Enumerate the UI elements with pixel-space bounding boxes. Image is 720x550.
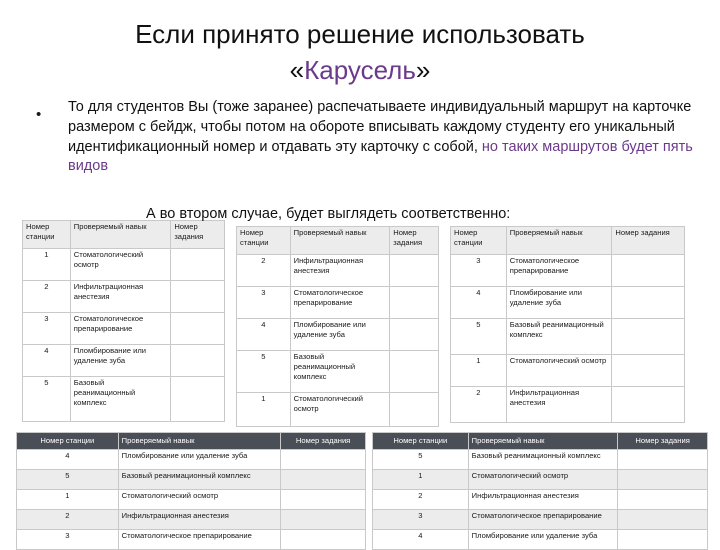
cell-skill: Пломбирование или удаление зуба [118, 450, 281, 470]
cell-station: 5 [373, 450, 469, 470]
cell-task[interactable] [612, 255, 685, 287]
cell-skill: Стоматологический осмотр [290, 393, 390, 427]
cell-station: 5 [23, 377, 71, 422]
header-skill: Проверяемый навык [468, 433, 618, 450]
cell-station: 2 [17, 510, 119, 530]
cell-station: 4 [23, 345, 71, 377]
cell-station: 4 [373, 530, 469, 550]
cell-station: 3 [451, 255, 507, 287]
cell-station: 5 [17, 470, 119, 490]
cell-task[interactable] [618, 490, 708, 510]
cell-skill: Стоматологический осмотр [468, 470, 618, 490]
header-task: Номер задания [390, 227, 439, 255]
cell-task[interactable] [171, 313, 225, 345]
cell-task[interactable] [612, 319, 685, 355]
cell-skill: Стоматологическое препарирование [290, 287, 390, 319]
header-skill: Проверяемый навык [70, 221, 171, 249]
header-station: Номер станции [373, 433, 469, 450]
cell-task[interactable] [612, 355, 685, 387]
header-station: Номер станции [451, 227, 507, 255]
cell-task[interactable] [390, 255, 439, 287]
cell-skill: Базовый реанимационный комплекс [506, 319, 612, 355]
cell-task[interactable] [171, 249, 225, 281]
cell-station: 2 [23, 281, 71, 313]
cell-task[interactable] [390, 287, 439, 319]
paragraph-highlight: но таких маршрутов будет пять видов [68, 138, 693, 175]
cell-station: 4 [237, 319, 291, 351]
paragraph-main: То для студентов Вы (тоже заранее) распечатываете индивидуальный маршрут на карточке размером с бейдж, чтобы потом на обороте вписывать каждому студенту его уникальный идентификационный номер и отдавать эту карточку с собой, [68, 99, 692, 155]
cell-skill: Стоматологическое препарирование [70, 313, 171, 345]
cell-skill: Инфильтрационная анестезия [468, 490, 618, 510]
cell-station: 3 [373, 510, 469, 530]
cell-task[interactable] [171, 345, 225, 377]
route-table-3 [450, 226, 685, 423]
cell-task[interactable] [618, 470, 708, 490]
cell-skill: Пломбирование или удаление зуба [468, 530, 618, 550]
cell-skill: Инфильтрационная анестезия [506, 387, 612, 423]
cell-task[interactable] [612, 287, 685, 319]
cell-task[interactable] [281, 510, 366, 530]
cell-skill: Пломбирование или удаление зуба [290, 319, 390, 351]
cell-skill: Стоматологический осмотр [506, 355, 612, 387]
header-skill: Проверяемый навык [118, 433, 281, 450]
cell-skill: Инфильтрационная анестезия [70, 281, 171, 313]
cell-task[interactable] [281, 450, 366, 470]
header-task: Номер задания [281, 433, 366, 450]
route-table-5 [372, 432, 708, 550]
cell-skill: Базовый реанимационный комплекс [118, 470, 281, 490]
cell-task[interactable] [281, 470, 366, 490]
cell-station: 1 [23, 249, 71, 281]
cell-task[interactable] [171, 377, 225, 422]
cell-skill: Стоматологическое препарирование [468, 510, 618, 530]
cell-skill: Стоматологическое препарирование [506, 255, 612, 287]
title-line-2 [0, 52, 720, 88]
intro-paragraph [68, 98, 698, 177]
cell-station: 2 [451, 387, 507, 423]
cell-station: 4 [451, 287, 507, 319]
cell-task[interactable] [171, 281, 225, 313]
header-task: Номер задания [612, 227, 685, 255]
cell-station: 3 [237, 287, 291, 319]
route-table-2 [236, 226, 439, 427]
cell-task[interactable] [281, 490, 366, 510]
header-task: Номер задания [171, 221, 225, 249]
header-station: Номер станции [237, 227, 291, 255]
route-table-1 [22, 220, 225, 422]
header-station: Номер станции [17, 433, 119, 450]
cell-task[interactable] [390, 393, 439, 427]
cell-station: 1 [237, 393, 291, 427]
cell-task[interactable] [618, 510, 708, 530]
cell-station: 1 [373, 470, 469, 490]
cell-skill: Базовый реанимационный комплекс [290, 351, 390, 393]
title-line-1: Если принято решение использовать [135, 19, 585, 49]
cell-station: 1 [17, 490, 119, 510]
cell-task[interactable] [390, 351, 439, 393]
cell-skill: Пломбирование или удаление зуба [70, 345, 171, 377]
cell-task[interactable] [612, 387, 685, 423]
route-table-4 [16, 432, 366, 550]
cell-skill: Инфильтрационная анестезия [290, 255, 390, 287]
cell-station: 3 [23, 313, 71, 345]
cell-station: 2 [373, 490, 469, 510]
cell-skill: Стоматологическое препарирование [118, 530, 281, 550]
header-station: Номер станции [23, 221, 71, 249]
header-skill: Проверяемый навык [290, 227, 390, 255]
cell-station: 5 [237, 351, 291, 393]
cell-skill: Стоматологический осмотр [70, 249, 171, 281]
cell-task[interactable] [390, 319, 439, 351]
header-task: Номер задания [618, 433, 708, 450]
cell-station: 1 [451, 355, 507, 387]
cell-skill: Стоматологический осмотр [118, 490, 281, 510]
cell-skill: Базовый реанимационный комплекс [70, 377, 171, 422]
header-skill: Проверяемый навык [506, 227, 612, 255]
cell-skill: Базовый реанимационный комплекс [468, 450, 618, 470]
cell-station: 3 [17, 530, 119, 550]
cell-skill: Пломбирование или удаление зуба [506, 287, 612, 319]
title-quote-open: « [289, 55, 305, 85]
section-subheading: А во втором случае, будет выглядеть соответственно: [146, 206, 511, 222]
cell-skill: Инфильтрационная анестезия [118, 510, 281, 530]
cell-station: 5 [451, 319, 507, 355]
cell-task[interactable] [618, 450, 708, 470]
bullet-marker: • [36, 106, 42, 123]
title-quote-close: » [415, 55, 431, 85]
cell-station: 4 [17, 450, 119, 470]
title-accent-word: Карусель [304, 55, 416, 85]
cell-station: 2 [237, 255, 291, 287]
slide-title [0, 16, 720, 88]
